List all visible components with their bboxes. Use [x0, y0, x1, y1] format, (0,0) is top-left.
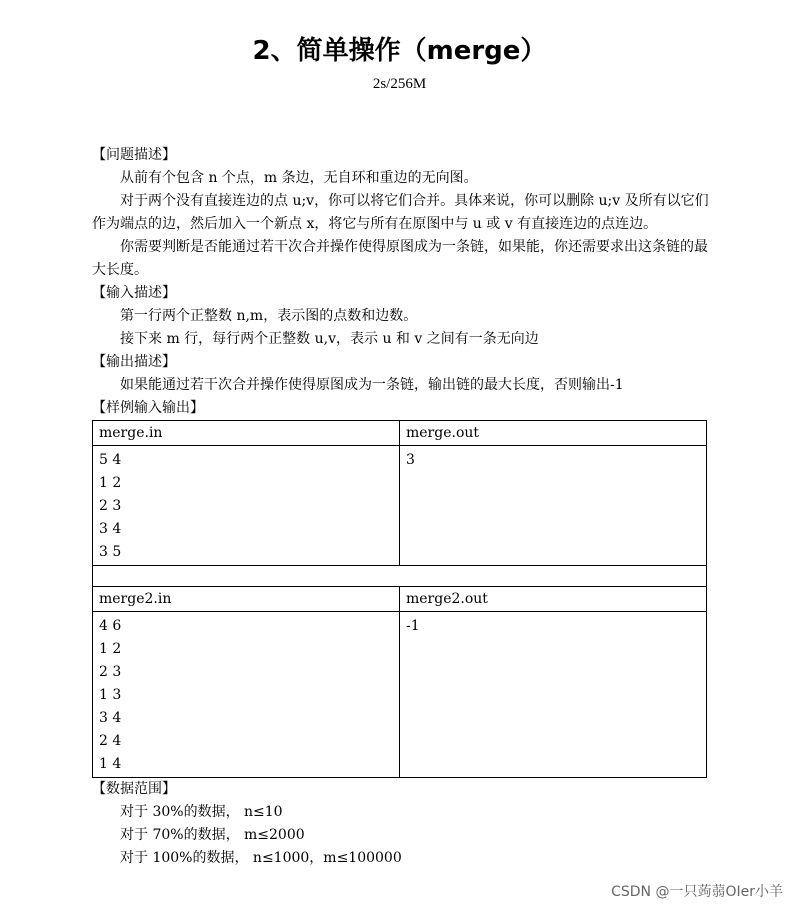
- sample-line: 1 4: [99, 756, 122, 772]
- range-line: 对于 100%的数据， n≤1000，m≤100000: [120, 850, 402, 866]
- range-heading: 【数据范围】: [92, 781, 176, 797]
- sample1-input-cell: [93, 446, 400, 566]
- sample-line: 2 4: [99, 733, 122, 749]
- sample2-output-filename: merge2.out: [400, 587, 707, 612]
- output-paragraph: 如果能通过若干次合并操作使得原图成为一条链，输出链的最大长度，否则输出-1: [120, 377, 624, 393]
- sample1-output-filename: merge.out: [400, 421, 707, 446]
- sample-line: 2 3: [99, 664, 122, 680]
- sample1-input-filename: merge.in: [93, 421, 400, 446]
- sample-line: 3 5: [99, 544, 122, 560]
- sample2-output-cell: [400, 612, 707, 778]
- sample-line: 1 2: [99, 641, 122, 657]
- samples-heading: 【样例输入输出】: [92, 400, 204, 416]
- sample-line: 3 4: [99, 710, 122, 726]
- limits-subtitle: 2s/256M: [372, 76, 427, 92]
- sample2-input-filename: merge2.in: [93, 587, 400, 612]
- sample-line: 1 3: [99, 687, 122, 703]
- csdn-watermark: CSDN @一只蒟蒻OIer小羊: [611, 884, 783, 900]
- input-paragraph: 接下来 m 行，每行两个正整数 u,v，表示 u 和 v 之间有一条无向边: [120, 331, 539, 347]
- input-paragraph: 第一行两个正整数 n,m，表示图的点数和边数。: [120, 308, 418, 324]
- sample-line: 5 4: [99, 452, 122, 468]
- problem-paragraph: 从前有个包含 n 个点，m 条边，无自环和重边的无向图。: [120, 170, 478, 186]
- problem-content: [92, 144, 712, 870]
- sample-table: [92, 420, 707, 778]
- sample-line: 4 6: [99, 618, 122, 634]
- sample-line: 2 3: [99, 498, 122, 514]
- problem-title: 2、简单操作（merge）: [252, 36, 547, 66]
- range-line: 对于 30%的数据， n≤10: [120, 804, 283, 820]
- problem-heading: 【问题描述】: [92, 147, 176, 163]
- sample-separator-row: [93, 566, 707, 587]
- range-line: 对于 70%的数据， m≤2000: [120, 827, 305, 843]
- problem-paragraph: 你需要判断是否能通过若干次合并操作使得原图成为一条链，如果能，你还需要求出这条链的最大长度。: [92, 239, 708, 278]
- sample-line: 3: [406, 452, 415, 468]
- sample-line: 3 4: [99, 521, 122, 537]
- sample1-output-cell: [400, 446, 707, 566]
- sample-line: -1: [406, 618, 420, 634]
- problem-paragraph: 对于两个没有直接连边的点 u;v，你可以将它们合并。具体来说，你可以删除 u;v 及所有以它们作为端点的边，然后加入一个新点 x，将它与所有在原图中与 u 或 v 有直接连边的点连边。: [92, 193, 709, 232]
- sample2-input-cell: [93, 612, 400, 778]
- output-heading: 【输出描述】: [92, 354, 176, 370]
- sample-line: 1 2: [99, 475, 122, 491]
- input-heading: 【输入描述】: [92, 285, 176, 301]
